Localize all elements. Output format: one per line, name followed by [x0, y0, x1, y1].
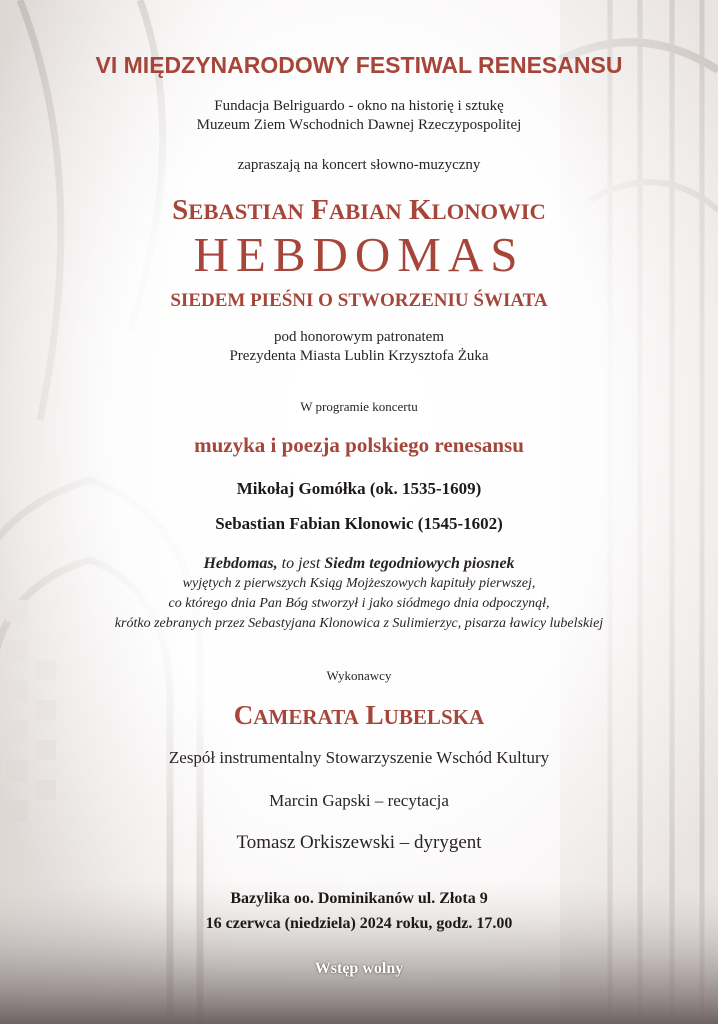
date-time: 16 czerwca (niedziela) 2024 roku, godz. 17.00 — [205, 915, 513, 932]
venue: Bazylika oo. Dominikanów ul. Złota 9 — [230, 890, 488, 907]
ensemble-first-initial: C — [233, 700, 254, 730]
composer-klonowic: Sebastian Fabian Klonowic (1545-1602) — [215, 514, 503, 533]
work-title: HEBDOMAS — [193, 227, 525, 282]
admission-note: Wstęp wolny — [314, 960, 404, 977]
patronage-line-2: Prezydenta Miasta Lublin Krzysztofa Żuka — [229, 348, 489, 364]
description-heading — [0, 555, 718, 573]
description-line-1: wyjętych z pierwszych Ksiąg Mojżeszowych kapituły pierwszej, — [182, 576, 536, 591]
author-first-rest: EBASTIAN — [188, 199, 304, 224]
performer-conductor: Tomasz Orkiszewski – dyrygent — [236, 832, 482, 853]
author-name — [0, 194, 718, 227]
ensemble-first-rest: AMERATA — [253, 705, 359, 729]
author-middle-initial: F — [311, 194, 329, 226]
organizer-museum: Muzeum Ziem Wschodnich Dawnej Rzeczypospolitej — [196, 117, 522, 133]
invitation-text: zapraszają na koncert słowno-muzyczny — [237, 157, 481, 173]
author-first-initial: S — [172, 194, 189, 226]
work-subtitle: SIEDEM PIEŚNI O STWORZENIU ŚWIATA — [170, 290, 548, 311]
program-intro: W programie koncertu — [300, 399, 418, 414]
patronage-line-1: pod honorowym patronatem — [274, 329, 444, 345]
composer-gomolka: Mikołaj Gomółka (ok. 1535-1609) — [236, 479, 482, 498]
description-work-subtitle: Siedm tegodniowych piosnek — [324, 555, 515, 572]
description-work-name: Hebdomas, — [203, 555, 278, 572]
author-last-rest: LONOWIC — [431, 199, 546, 224]
author-middle-rest: ABIAN — [328, 199, 402, 224]
performer-reciter: Marcin Gapski – recytacja — [269, 791, 449, 810]
ensemble-second-rest: UBELSKA — [383, 705, 485, 729]
description-connector: to jest — [277, 555, 325, 572]
description-line-3: krótko zebranych przez Sebastyjana Klonowica z Sulimierzyc, pisarza ławicy lubelskiej — [114, 616, 604, 631]
organizer-foundation: Fundacja Belriguardo - okno na historię i sztukę — [214, 98, 504, 114]
performers-heading: Wykonawcy — [326, 668, 392, 683]
ensemble-name — [0, 700, 718, 731]
performer-ensemble: Zespół instrumentalny Stowarzyszenie Wschód Kultury — [168, 748, 550, 767]
festival-title: VI MIĘDZYNARODOWY FESTIWAL RENESANSU — [95, 52, 623, 78]
program-theme: muzyka i poezja polskiego renesansu — [194, 433, 524, 457]
author-last-initial: K — [408, 194, 432, 226]
description-line-2: co którego dnia Pan Bóg stworzył i jako siódmego dnia odpoczynął, — [168, 596, 550, 611]
ensemble-second-initial: L — [365, 700, 384, 730]
